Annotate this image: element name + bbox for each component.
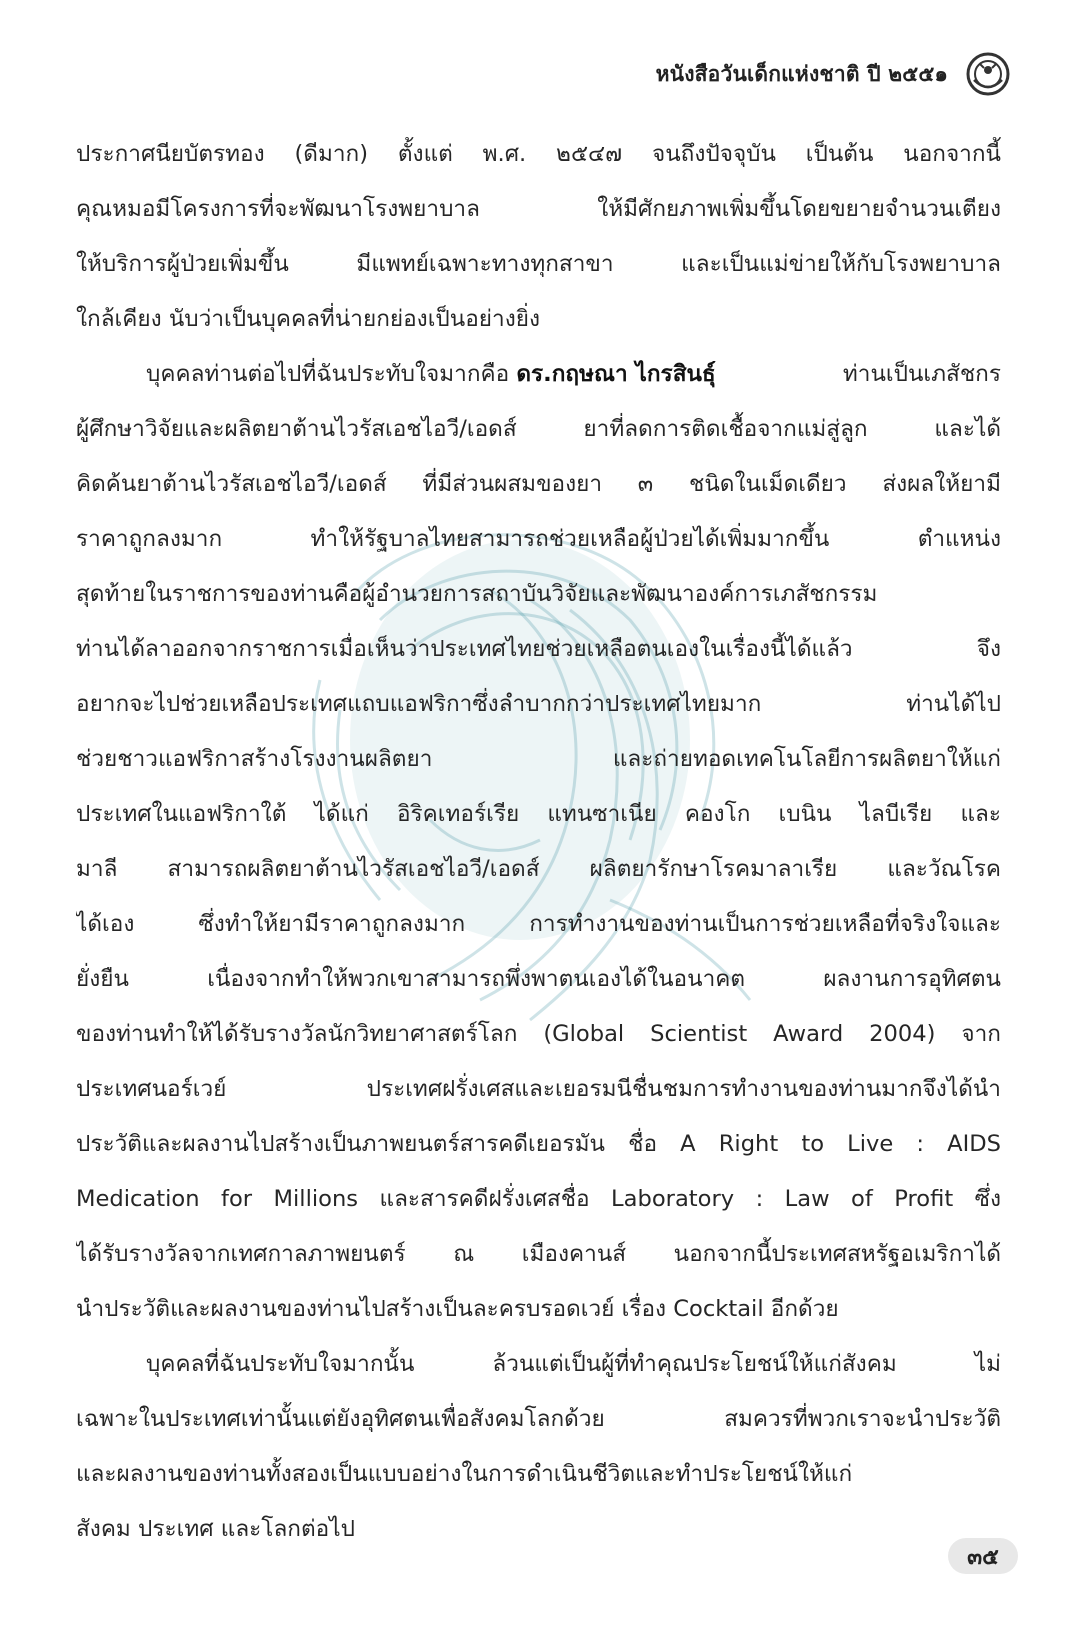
body-text xyxy=(76,127,1001,1557)
wreath-emblem-icon xyxy=(964,50,1012,98)
text-line: คิดค้นยาต้านไวรัสเอชไอวี/เอดส์ ที่มีส่วนผสมของยา ๓ ชนิดในเม็ดเดียว ส่งผลให้ยามี xyxy=(76,471,1001,497)
text-line: เฉพาะในประเทศเท่านั้นแต่ยังอุทิศตนเพื่อสังคมโลกด้วย สมควรที่พวกเราจะนำประวัติ xyxy=(76,1406,1001,1432)
book-title: หนังสือวันเด็กแห่งชาติ ปี ๒๕๕๑ xyxy=(655,61,948,86)
page-header xyxy=(656,48,1012,100)
text-line: ท่านได้ลาออกจากราชการเมื่อเห็นว่าประเทศไทยช่วยเหลือตนเองในเรื่องนี้ได้แล้ว จึง xyxy=(76,636,1001,662)
paragraph-first-line xyxy=(76,347,1001,402)
text-line: ได้รับรางวัลจากเทศกาลภาพยนตร์ ณ เมืองคานส์ นอกจากนี้ประเทศสหรัฐอเมริกาได้ xyxy=(76,1241,1001,1267)
text-line: สุดท้ายในราชการของท่านคือผู้อำนวยการสถาบันวิจัยและพัฒนาองค์การเภสัชกรรม xyxy=(76,581,878,607)
text-line: นำประวัติและผลงานของท่านไปสร้างเป็นละครบรอดเวย์ เรื่อง Cocktail อีกด้วย xyxy=(76,1296,839,1322)
text-line: ยั่งยืน เนื่องจากทำให้พวกเขาสามารถพึ่งพาตนเองได้ในอนาคต ผลงานการอุทิศตน xyxy=(76,966,1001,992)
text-line: อยากจะไปช่วยเหลือประเทศแถบแอฟริกาซึ่งลำบากกว่าประเทศไทยมาก ท่านได้ไป xyxy=(76,691,1001,717)
text-line: ประวัติและผลงานไปสร้างเป็นภาพยนตร์สารคดีเยอรมัน ชื่อ A Right to Live : AIDS xyxy=(76,1131,1001,1157)
text-line: ประเทศในแอฟริกาใต้ ได้แก่ อิริคเทอร์เรีย แทนซาเนีย คองโก เบนิน ไลบีเรีย และ xyxy=(76,801,1001,827)
page-number: ๓๕ xyxy=(948,1538,1018,1574)
text-line: มาลี สามารถผลิตยาต้านไวรัสเอชไอวี/เอดส์ ผลิตยารักษาโรคมาลาเรีย และวัณโรค xyxy=(76,856,1001,882)
text-line: ประกาศนียบัตรทอง (ดีมาก) ตั้งแต่ พ.ศ. ๒๕๔๗ จนถึงปัจจุบัน เป็นต้น นอกจากนี้ xyxy=(76,141,1001,167)
text-line: ได้เอง ซึ่งทำให้ยามีราคาถูกลงมาก การทำงานของท่านเป็นการช่วยเหลือที่จริงใจและ xyxy=(76,911,1001,937)
text-line: สังคม ประเทศ และโลกต่อไป xyxy=(76,1516,355,1542)
text-line: ราคาถูกลงมาก ทำให้รัฐบาลไทยสามารถช่วยเหลือผู้ป่วยได้เพิ่มมากขึ้น ตำแหน่ง xyxy=(76,526,1001,552)
text-line: Medication for Millions และสารคดีฝรั่งเศสชื่อ Laboratory : Law of Profit ซึ่ง xyxy=(76,1186,1001,1212)
paragraph-first-line: บุคคลที่ฉันประทับใจมากนั้น ล้วนแต่เป็นผู้ที่ทำคุณประโยชน์ให้แก่สังคม ไม่ xyxy=(146,1351,1001,1377)
text-span: บุคคลท่านต่อไปที่ฉันประทับใจมากคือ xyxy=(146,361,517,387)
text-line: คุณหมอมีโครงการที่จะพัฒนาโรงพยาบาล ให้มีศักยภาพเพิ่มขึ้นโดยขยายจำนวนเตียง xyxy=(76,196,1001,222)
text-span: ท่านเป็นเภสัชกร xyxy=(835,361,1001,387)
person-name: ดร.กฤษณา ไกรสินธุ์ xyxy=(516,361,716,387)
text-line: ช่วยชาวแอฟริกาสร้างโรงงานผลิตยา และถ่ายทอดเทคโนโลยีการผลิตยาให้แก่ xyxy=(76,746,1001,772)
text-line: ของท่านทำให้ได้รับรางวัลนักวิทยาศาสตร์โลก (Global Scientist Award 2004) จาก xyxy=(76,1021,1001,1047)
text-line: ผู้ศึกษาวิจัยและผลิตยาต้านไวรัสเอชไอวี/เอดส์ ยาที่ลดการติดเชื้อจากแม่สู่ลูก และได้ xyxy=(76,416,1001,442)
text-line: ให้บริการผู้ป่วยเพิ่มขึ้น มีแพทย์เฉพาะทางทุกสาขา และเป็นแม่ข่ายให้กับโรงพยาบาล xyxy=(76,251,1001,277)
text-line: และผลงานของท่านทั้งสองเป็นแบบอย่างในการดำเนินชีวิตและทำประโยชน์ให้แก่ xyxy=(76,1461,853,1487)
text-line: ใกล้เคียง นับว่าเป็นบุคคลที่น่ายกย่องเป็นอย่างยิ่ง xyxy=(76,306,541,332)
text-line: ประเทศนอร์เวย์ ประเทศฝรั่งเศสและเยอรมนีชื่นชมการทำงานของท่านมากจึงได้นำ xyxy=(76,1076,1001,1102)
